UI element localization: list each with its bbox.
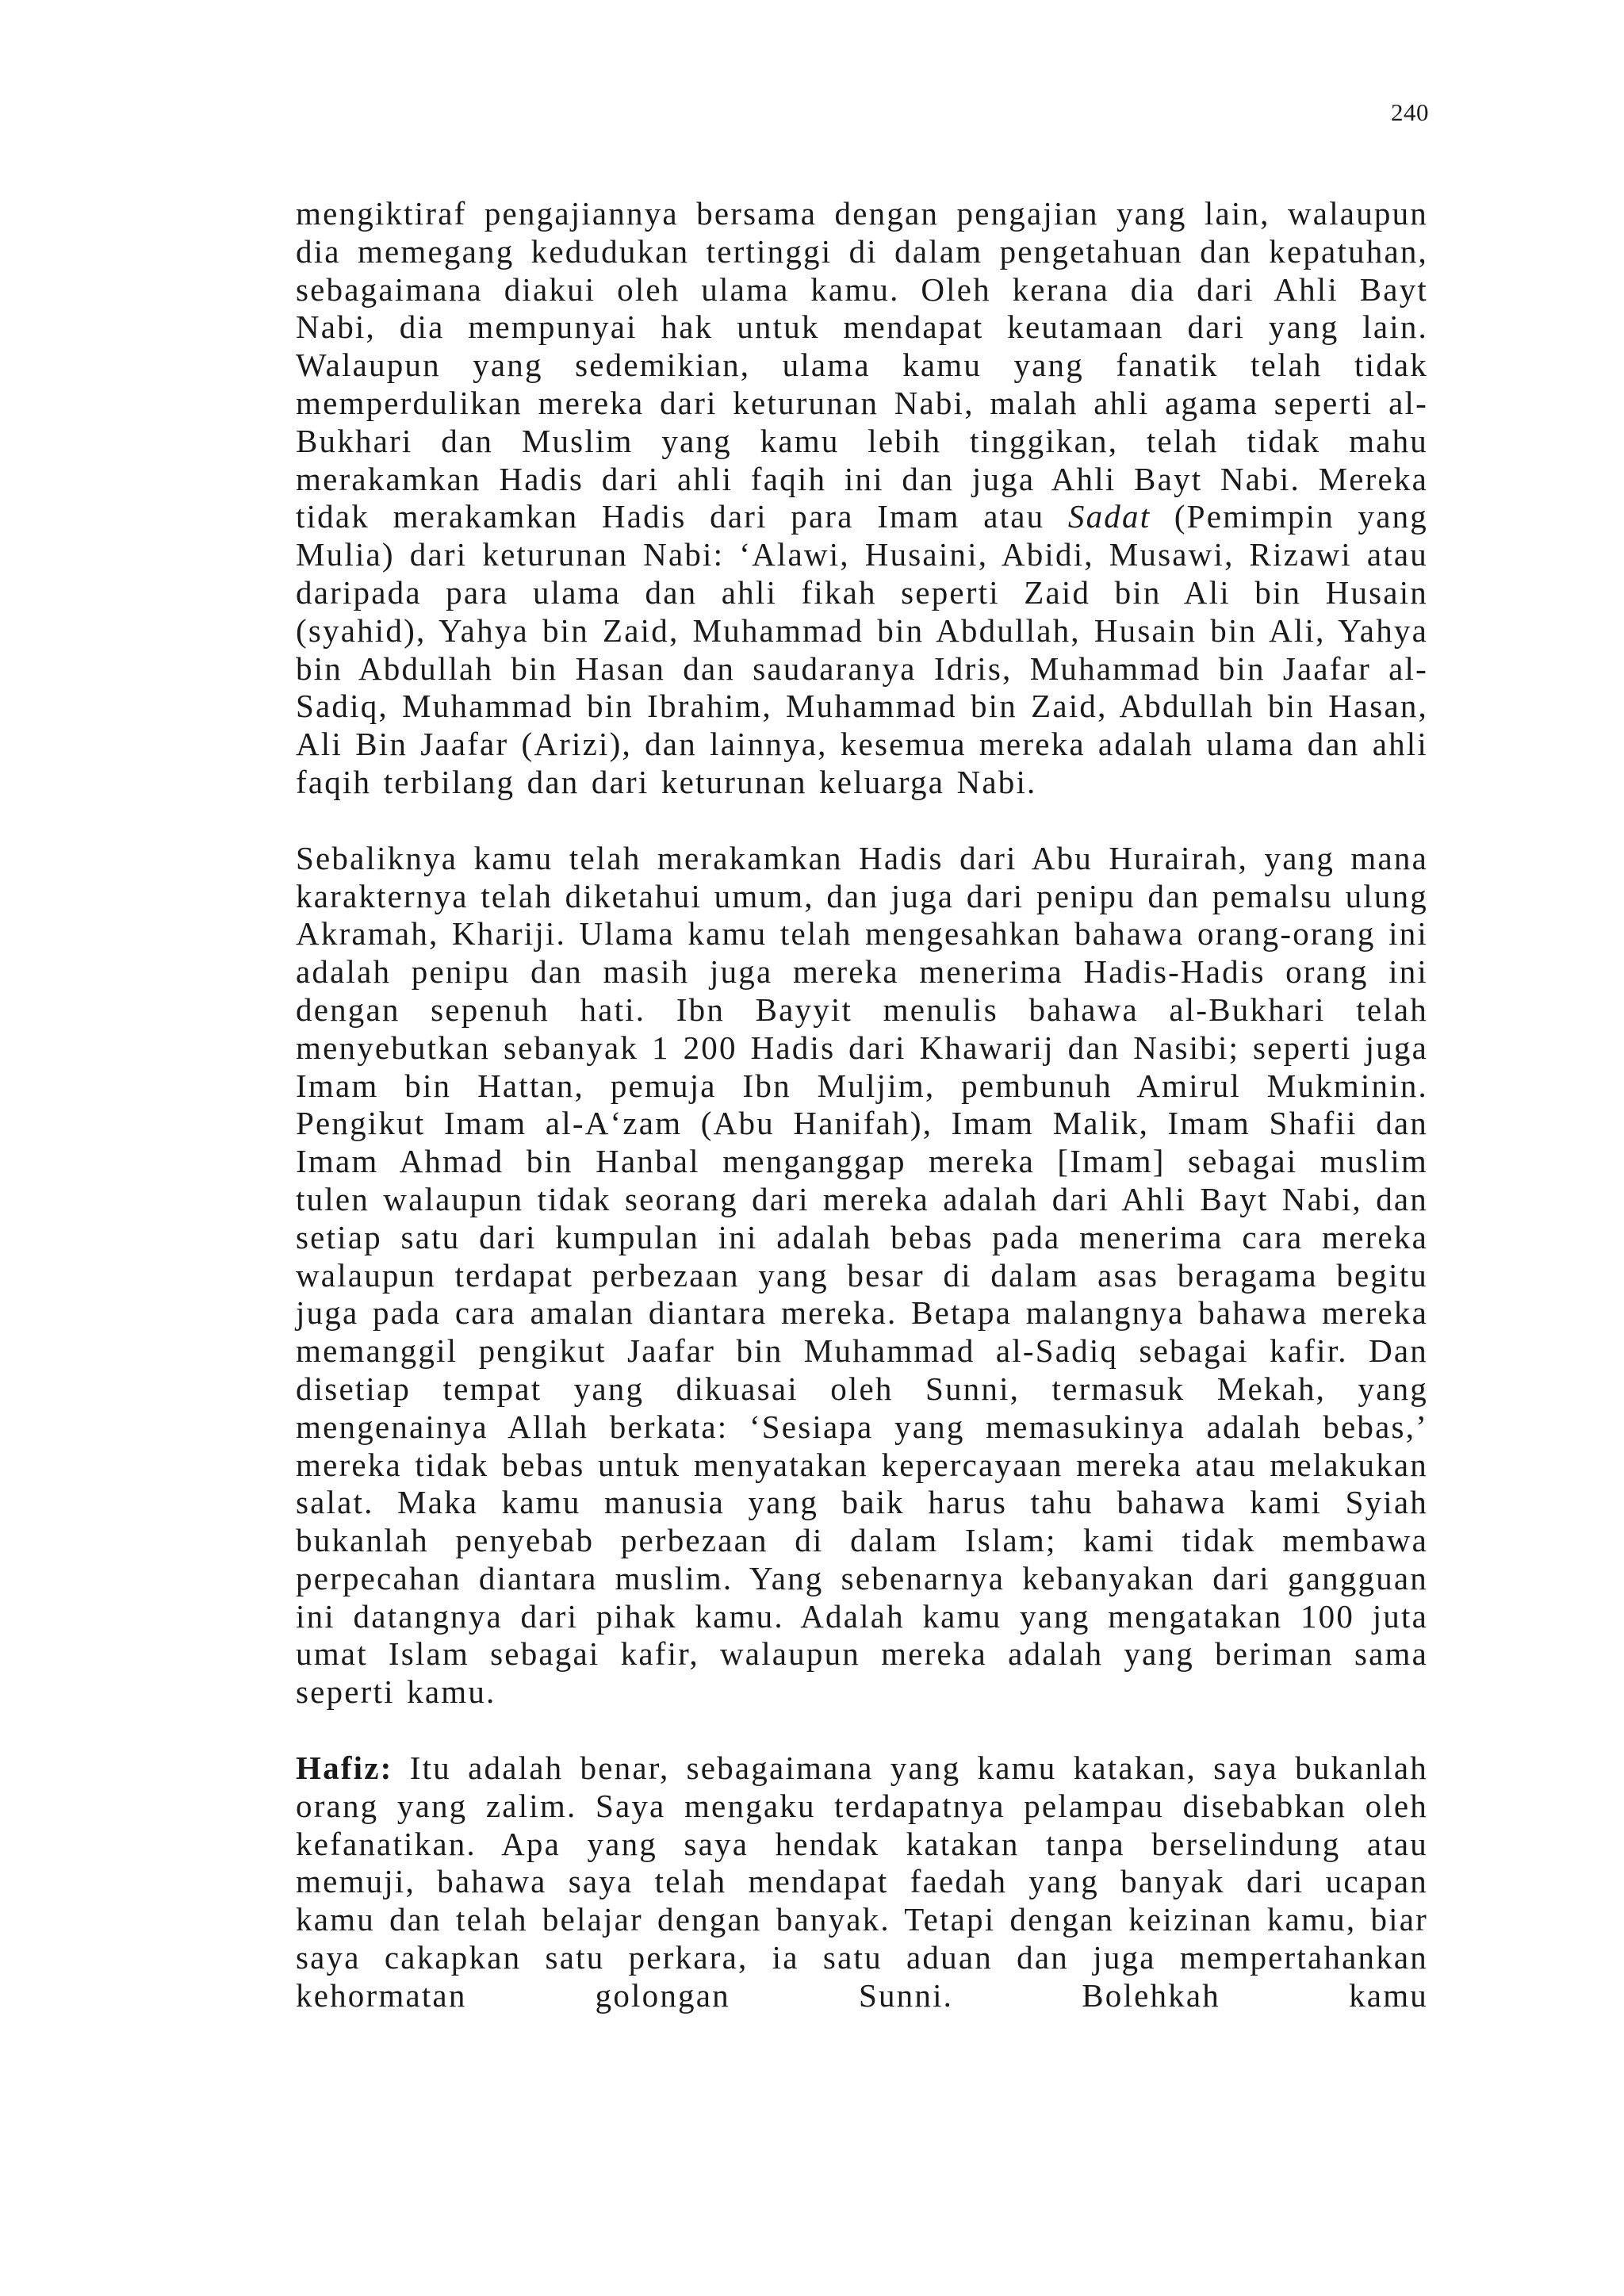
paragraph-1-text-a: mengiktiraf pengajiannya bersama dengan pengajian yang lain, walaupun dia memegang kedudukan tertinggi di dalam pengetahuan dan kepatuhan, sebagaimana diakui oleh ulama kamu. Oleh kerana dia dari Ahli Bayt Nabi, dia mempunyai hak untuk mendapat keutamaan dari yang lain. Walaupun yang sedemikian, ulama kamu yang fanatik telah tidak memperdulikan mereka dari keturunan Nabi, malah ahli agama seperti al-Bukhari dan Muslim yang kamu lebih tinggikan, telah tidak mahu merakamkan Hadis dari ahli faqih ini dan juga Ahli Bayt Nabi. Mereka tidak merakamkan Hadis dari para Imam atau bbox=[296, 195, 1428, 535]
paragraph-3-text: Itu adalah benar, sebagaimana yang kamu katakan, saya bukanlah orang yang zalim. Saya mengaku terdapatnya pelampau disebabkan oleh kefanatikan. Apa yang saya hendak katakan tanpa berselindung atau memuji, bahawa saya telah mendapat faedah yang banyak dari ucapan kamu dan telah belajar dengan banyak. Tetapi dengan keizinan kamu, biar saya cakapkan satu perkara, ia satu aduan dan juga mempertahankan kehormatan golongan Sunni. Bolehkah kamu bbox=[296, 1750, 1428, 2014]
paragraph-1-text-b: (Pemimpin yang Mulia) dari keturunan Nabi: ‘Alawi, Husaini, Abidi, Musawi, Rizawi atau daripada para ulama dan ahli fikah seperti Zaid bin Ali bin Husain (syahid), Yahya bin Zaid, Muhammad bin Abdullah, Husain bin Ali, Yahya bin Abdullah bin Hasan dan saudaranya Idris, Muhammad bin Jaafar al-Sadiq, Muhammad bin Ibrahim, Muhammad bin Zaid, Abdullah bin Hasan, Ali Bin Jaafar (Arizi), dan lainnya, kesemua mereka adalah ulama dan ahli faqih terbilang dan dari keturunan keluarga Nabi. bbox=[296, 498, 1429, 800]
italic-term-sadat: Sadat bbox=[1067, 498, 1151, 535]
page-number: 240 bbox=[1391, 98, 1429, 126]
paragraph-2-text: Sebaliknya kamu telah merakamkan Hadis dari Abu Hurairah, yang mana karakternya telah diketahui umum, dan juga dari penipu dan pemalsu ulung Akramah, Khariji. Ulama kamu telah mengesahkan bahawa orang-orang ini adalah penipu dan masih juga mereka menerima Hadis-Hadis orang ini dengan sepenuh hati. Ibn Bayyit menulis bahawa al-Bukhari telah menyebutkan sebanyak 1 200 Hadis dari Khawarij dan Nasibi; seperti juga Imam bin Hattan, pemuja Ibn Muljim, pembunuh Amirul Mukminin. Pengikut Imam al-A‘zam (Abu Hanifah), Imam Malik, Imam Shafii dan Imam Ahmad bin Hanbal menganggap mereka [Imam] sebagai muslim tulen walaupun tidak seorang dari mereka adalah dari Ahli Bayt Nabi, dan setiap satu dari kumpulan ini adalah bebas pada menerima cara mereka walaupun terdapat perbezaan yang besar di dalam asas beragama begitu juga pada cara amalan diantara mereka. Betapa malangnya bahawa mereka memanggil pengikut Jaafar bin Muhammad al-Sadiq sebagai kafir. Dan disetiap tempat yang dikuasai oleh Sunni, termasuk Mekah, yang mengenainya Allah berkata: ‘Sesiapa yang memasukinya adalah bebas,’ mereka tidak bebas untuk menyatakan kepercayaan mereka atau melakukan salat. Maka kamu manusia yang baik harus tahu bahawa kami Syiah bukanlah penyebab perbezaan di dalam Islam; kami tidak membawa perpecahan diantara muslim. Yang sebenarnya kebanyakan dari gangguan ini datangnya dari pihak kamu. Adalah kamu yang mengatakan 100 juta umat Islam sebagai kafir, walaupun mereka adalah yang beriman sama seperti kamu. bbox=[296, 839, 1428, 1711]
speaker-label: Hafiz: bbox=[296, 1750, 393, 1787]
paragraph-gap bbox=[296, 802, 1428, 840]
paragraph-3 bbox=[296, 1750, 1428, 2015]
paragraph-gap bbox=[296, 1711, 1428, 1750]
paragraph-1 bbox=[296, 195, 1428, 802]
paragraph-2 bbox=[296, 840, 1428, 1711]
document-body bbox=[296, 195, 1428, 2015]
